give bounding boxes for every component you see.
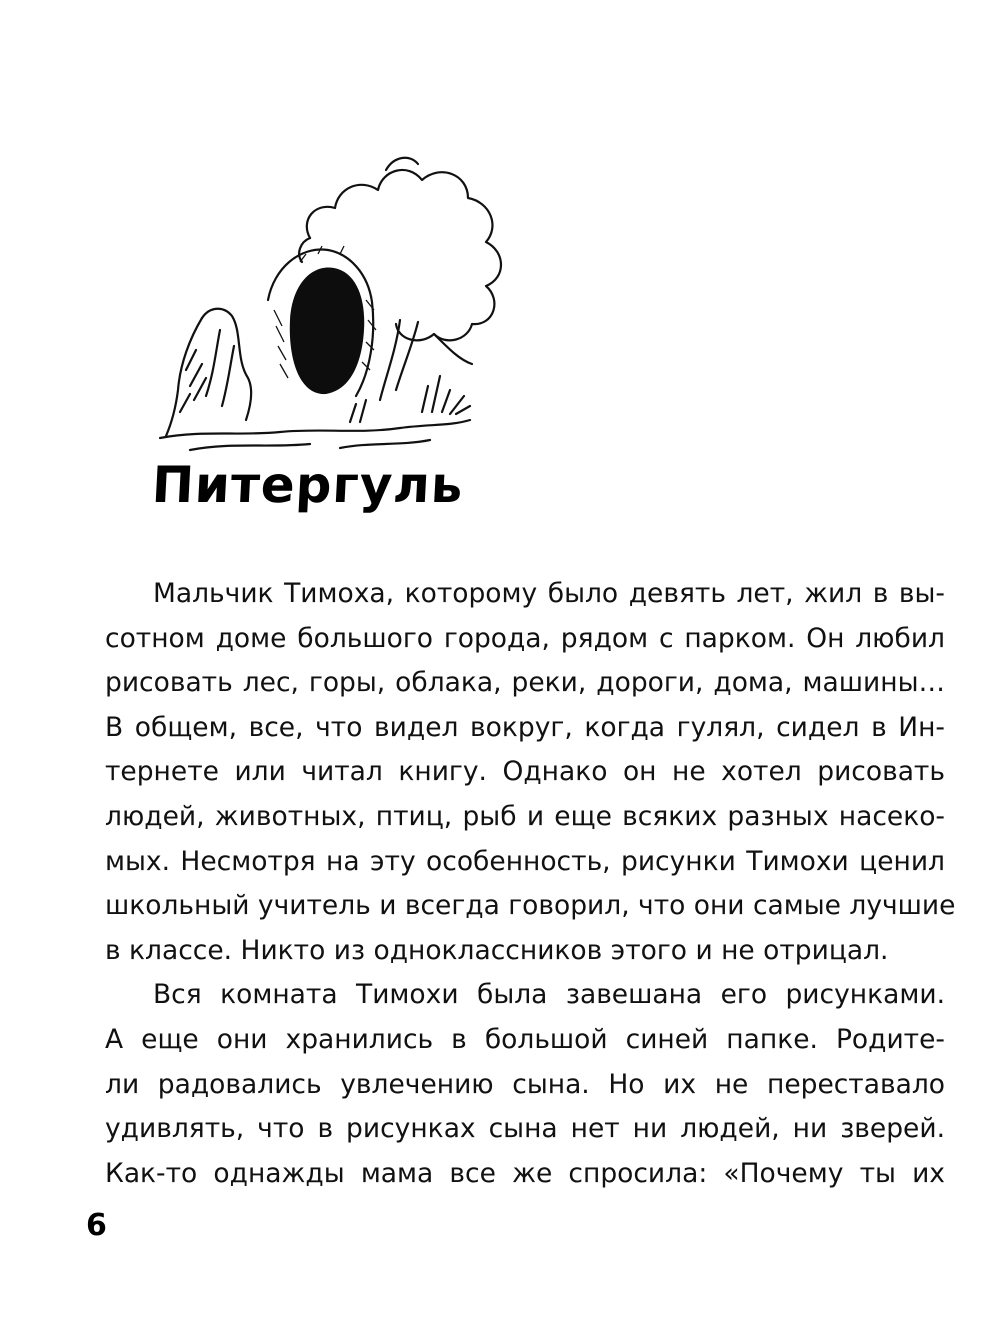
paragraph (105, 572, 956, 973)
text-line: Мальчик Тимоха, которому было девять лет, жил в вы- (153, 578, 945, 609)
text-line: сотном доме большого города, рядом с парком. Он любил (105, 622, 945, 654)
text-line: Как-то однажды мама все же спросила: «Почему ты их (105, 1157, 945, 1189)
text-line: людей, животных, птиц, рыб и еще всяких разных насеко- (105, 800, 945, 832)
text-line: мых. Несмотря на эту особенность, рисунки Тимохи ценил (105, 845, 945, 877)
text-line: школьный учитель и всегда говорил, что они самые лучшие (105, 890, 956, 922)
text-line: тернете или читал книгу. Однако он не хотел рисовать (105, 756, 945, 788)
cave-with-tree-illustration (150, 150, 530, 460)
body-text (105, 572, 956, 1196)
text-line: В общем, все, что видел вокруг, когда гулял, сидел в Ин- (105, 711, 945, 743)
text-line: в классе. Никто из одноклассников этого и не отрицал. (105, 934, 889, 966)
text-line: ли радовались увлечению сына. Но их не переставало (105, 1068, 945, 1100)
page-number: 6 (86, 1208, 107, 1243)
text-line: Вся комната Тимохи была завешана его рисунками. (153, 979, 945, 1011)
text-line: рисовать лес, горы, облака, реки, дороги, дома, машины… (105, 667, 945, 699)
chapter-title: Питергуль (150, 456, 466, 514)
text-line: А еще они хранились в большой синей папке. Родите- (105, 1023, 945, 1055)
text-line: удивлять, что в рисунках сына нет ни людей, ни зверей. (105, 1113, 945, 1145)
paragraph (105, 973, 945, 1196)
